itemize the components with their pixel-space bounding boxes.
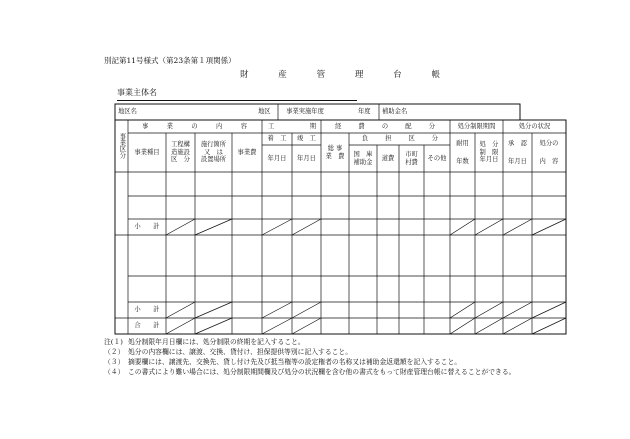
disposal-limit-period-header: 処分制限期間 [457, 122, 496, 130]
entity-name-line: 事業主体名 [117, 87, 357, 101]
disposal-limit-date-header: 処 分 制 限 年月日 [479, 140, 499, 164]
note-item: （４） この書式により難い場合には、処分制限期間欄及び処分の状況欄を含む他の書式をもって財産管理台帳に替えることができる。 [104, 368, 516, 376]
municipal-cost-header: 市町 村費 [405, 150, 418, 166]
title-char: 理 [354, 70, 364, 80]
project-content-header: 事 業 の 内 容 [142, 122, 247, 130]
form-id: 別記第11号様式（第23条第１項関係） [104, 56, 236, 65]
project-type-header: 事業種目 [134, 148, 160, 156]
diagonal-strikes [166, 219, 566, 334]
construction-site-header: 施行箇所 又 は 設置場所 [200, 140, 227, 164]
title-char: 台 [393, 70, 402, 80]
project-year-label: 事業実施年度 [286, 108, 324, 116]
disposal-content-header: 処分の 内 容 [539, 139, 559, 165]
subtotal-label-2: 小 計 [134, 306, 160, 314]
subsidy-name-label: 補助金名 [382, 108, 408, 116]
disposal-status-header: 処分の状況 [518, 122, 551, 130]
start-header: 着 工 [267, 135, 287, 143]
note-item: 注(１) 処分制限年月日欄には、処分制限の終期を記入すること。 [104, 338, 305, 346]
approval-date-header: 承 認 年月日 [508, 139, 527, 165]
district-name-label: 地区名 [118, 108, 137, 116]
title-char: 帳 [431, 70, 440, 80]
start-date-header: 年月日 [267, 154, 287, 162]
project-cost-header: 事業費 [237, 148, 257, 156]
national-subsidy-header: 国 庫 補助金 [353, 150, 373, 166]
burden-class-header: 負 担 区 分 [362, 135, 438, 143]
business-class-header: 事業区分 [118, 133, 126, 159]
completion-header: 竣 工 [297, 135, 316, 143]
district-suffix: 地区 [258, 108, 271, 116]
subtotal-label: 小 計 [134, 223, 160, 231]
note-item: （３） 摘要欄には、譲渡先、交換先、貸し付け先及び抵当権等の設定権者の名称又は補助金返還額を記入すること。 [104, 358, 462, 366]
total-cost-header: 総 事 業 費 [325, 144, 345, 160]
title-char: 産 [278, 70, 287, 80]
notes-section [104, 337, 604, 377]
construction-period-header: 工 期 [268, 122, 316, 130]
title-char: 管 [316, 70, 326, 80]
note-item: （２） 処分の内容欄には、譲渡、交換、貸付け、担保提供等別に記入すること。 [104, 348, 353, 356]
structure-class-header: 工程構 造施設 区 分 [171, 140, 190, 164]
cost-allocation-header: 経 費 の 配 分 [335, 122, 435, 130]
completion-date-header: 年月日 [297, 154, 316, 162]
other-cost-header: その他 [427, 154, 447, 162]
year-suffix: 年度 [358, 108, 371, 116]
grand-total-label: 合 計 [134, 322, 160, 330]
title-char: 財 [240, 70, 249, 80]
useful-life-header: 耐用 年数 [456, 139, 469, 165]
prefectural-cost-header: 道費 [381, 154, 395, 162]
